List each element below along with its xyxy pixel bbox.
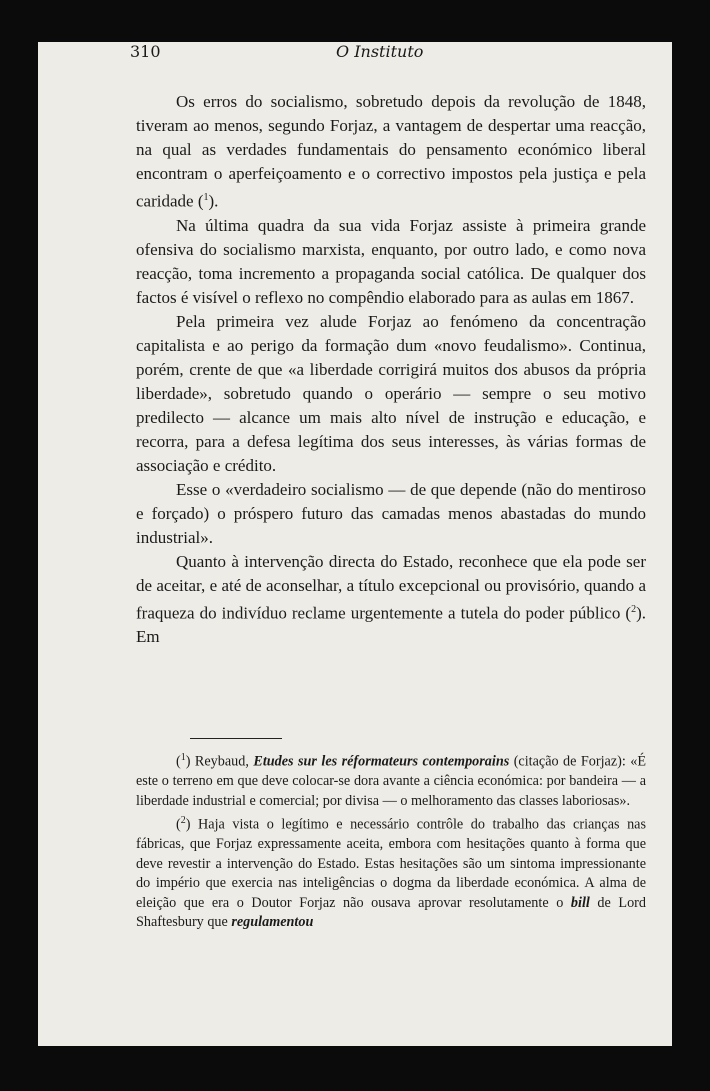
page-number: 310	[130, 42, 161, 61]
footnote-1: ($^1$) Reybaud, Etudes sur les réformateurs contemporains (citação de Forjaz): «É este o terreno em que deve colocar-se dora avante a ciência económica: por bandeira — a liberdade industrial e comercial; por divisa — o melhoramento das classes laboriosas».	[136, 752, 647, 809]
cited-title: Etudes sur les réformateurs contemporains	[253, 753, 510, 770]
paragraph: Os erros do socialismo, sobretudo depois da revolução de 1848, tiveram ao menos, segundo Forjaz, a vantagem de despertar uma reacção, na qual as verdades fundamentais do pensamento económico liberal encontram o aperfeiçoamento e o correctivo impostos pela justiça e pela caridade ($^1$).	[136, 92, 646, 211]
footnote-ref: 1	[203, 192, 209, 203]
bill-word: bill	[570, 894, 590, 911]
footnote-rule	[190, 738, 282, 739]
running-header	[130, 42, 630, 66]
footnote-marker: 1	[180, 752, 186, 763]
footnote-2: ($^2$) Haja vista o legítimo e necessário contrôle do trabalho das crianças nas fábricas, que Forjaz expressamente aceita, embora com hesitações quanto à forma que deve revestir a intervenção do Estado. Estas hesitações são um sintoma impressionante do império que exercia nas inteligências o dogma da liberdade económica. A alma de eleição que era o Doutor Forjaz não ousava aprovar resolutamente o bill de Lord Shaftesbury que regulamentou	[136, 815, 646, 931]
footnote-marker: 2	[180, 815, 186, 827]
paragraph: Na última quadra da sua vida Forjaz assiste à primeira grande ofensiva do socialismo marxista, enquanto, por outro lado, e como nova reacção, toma incremento a propaganda social católica. De qualquer dos factos é visível o reflexo no compêndio elaborado para as aulas em 1867.	[136, 215, 646, 307]
paragraph: Esse o «verdadeiro socialismo — de que depende (não do mentiroso e forçado) o próspero futuro das camadas menos abastadas do mundo industrial».	[136, 479, 646, 547]
paragraph: Pela primeira vez alude Forjaz ao fenómeno da concentração capitalista e ao perigo da formação dum «novo feudalismo». Continua, porém, crente de que «a liberdade corrigirá muitos dos abusos da própria liberdade», sobretudo quando o operário — sempre o seu motivo predilecto — alcance um mais alto nível de instrução e educação, e recorra, para a defesa legítima dos seus interesses, às várias formas de associação e crédito.	[136, 311, 646, 475]
footnotes	[136, 748, 646, 933]
continued-word: regulamentou	[231, 914, 314, 931]
running-title: O Instituto	[336, 42, 424, 61]
footnote-ref: 2	[631, 603, 637, 615]
main-text	[136, 90, 646, 649]
paragraph: Quanto à intervenção directa do Estado, reconhece que ela pode ser de aceitar, e até de aconselhar, a título excepcional ou provisório, quando a fraqueza do indivíduo reclame urgentemente a tutela do poder público ($^2$). Em	[136, 551, 646, 647]
